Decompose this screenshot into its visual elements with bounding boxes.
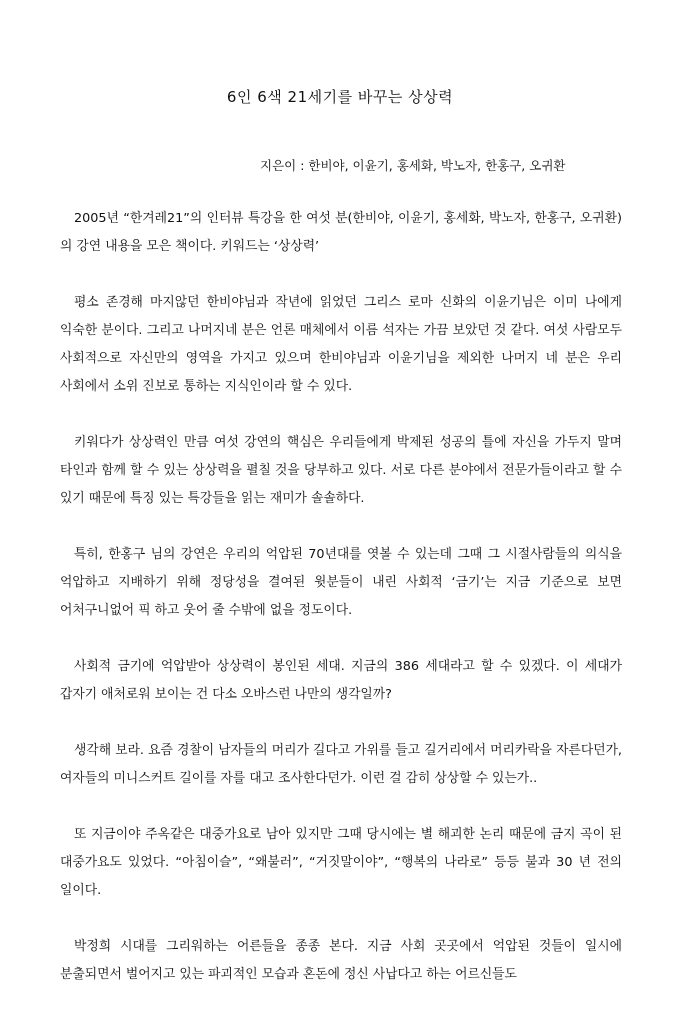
paragraph-3: 키워다가 상상력인 만큼 여섯 강연의 핵심은 우리들에게 박제된 성공의 틀에 자신을 가두지 말며 타인과 함께 할 수 있는 상상력을 펼칠 것을 당부하고 있다. 서로 다른 분야에서 전문가들이라고 할 수 있기 때문에 특징 있는 특강들을 읽는 재미가 솔솔하다. bbox=[60, 435, 622, 506]
document-title: 6인 6색 21세기를 바꾸는 상상력 bbox=[226, 88, 454, 106]
paragraph-7: 또 지금이야 주옥같은 대중가요로 남아 있지만 그때 당시에는 별 해괴한 논리 때문에 금지 곡이 된 대중가요도 있었다. “아침이슬”, “왜불러”, “거짓말이야”, “행복의 나라로” 등등 불과 30 년 전의 일이다. bbox=[60, 827, 622, 898]
paragraph-4: 특히, 한홍구 님의 강연은 우리의 억압된 70년대를 엿볼 수 있는데 그때 그 시절사람들의 의식을 억압하고 지배하기 위해 정당성을 결여된 윗분들이 내린 사회적 ‘금기’는 지금 기준으로 보면 어처구니없어 픽 하고 웃어 줄 수밖에 없을 정도이다. bbox=[60, 547, 622, 618]
document-body bbox=[60, 205, 622, 1017]
paragraph-5: 사회적 금기에 억압받아 상상력이 봉인된 세대. 지금의 386 세대라고 할 수 있겠다. 이 세대가 갑자기 애처로워 보이는 건 다소 오바스런 나만의 생각일까? bbox=[60, 659, 622, 702]
paragraph-8: 박정희 시대를 그리워하는 어른들을 종종 본다. 지금 사회 곳곳에서 억압된 것들이 일시에 분출되면서 벌어지고 있는 파괴적인 모습과 혼돈에 정신 사납다고 하는 어르신들도 bbox=[60, 939, 622, 982]
paragraph-2: 평소 존경해 마지않던 한비야님과 작년에 읽었던 그리스 로마 신화의 이윤기님은 이미 나에게 익숙한 분이다. 그리고 나머지네 분은 언론 매체에서 이름 석자는 가끔 보았던 것 같다. 여섯 사람모두 사회적으로 자신만의 영역을 가지고 있으며 한비야님과 이윤기님을 제외한 나머지 네 분은 우리 사회에서 소위 진보로 통하는 지식인이라 할 수 있다. bbox=[60, 295, 622, 394]
author-line: 지은이 : 한비야, 이윤기, 홍세화, 박노자, 한홍구, 오귀환 bbox=[260, 158, 566, 173]
paragraph-6: 생각해 보라. 요즘 경찰이 남자들의 머리가 길다고 가위를 들고 길거리에서 머리카락을 자른다던가, 여자들의 미니스커트 길이를 자를 대고 조사한다던가. 이런 걸 감히 상상할 수 있는가.. bbox=[60, 743, 622, 786]
paragraph-1: 2005년 “한겨레21”의 인터뷰 특강을 한 여섯 분(한비야, 이윤기, 홍세화, 박노자, 한홍구, 오귀환)의 강연 내용을 모은 책이다. 키워드는 ‘상상력’ bbox=[60, 211, 622, 254]
